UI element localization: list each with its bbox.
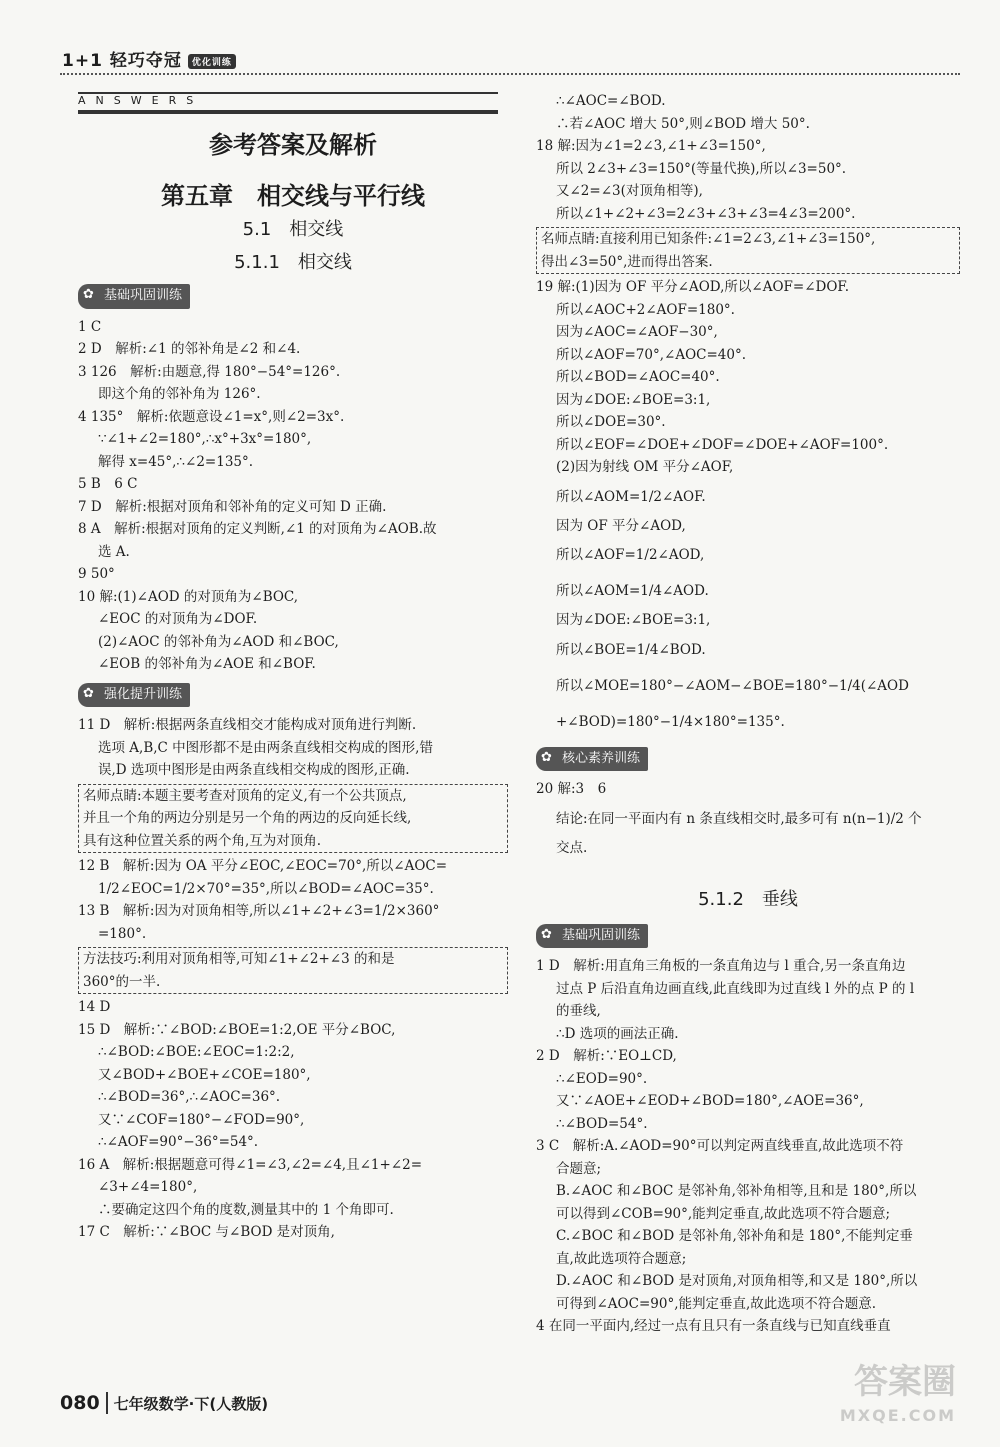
answer-line: 3 C 解析:A.∠AOD=90°可以判定两直线垂直,故此选项不符	[536, 1138, 904, 1154]
answer-line: 17 C 解析:∵∠BOC 与∠BOD 是对顶角,	[78, 1224, 335, 1240]
answer-line: 解得 x=45°,∴∠2=135°.	[98, 453, 254, 470]
answer-line: ∠3+∠4=180°,	[98, 1179, 198, 1195]
answer-line: 1 C	[78, 318, 102, 335]
answer-line: ∵∠1+∠2=180°,∴x°+3x°=180°,	[98, 431, 312, 447]
answer-line: ∴∠EOD=90°.	[556, 1070, 648, 1087]
note-line: 方法技巧:利用对顶角相等,可知∠1+∠2+∠3 的和是	[83, 951, 395, 967]
answer-line: 的垂线,	[556, 1003, 601, 1019]
page-header	[60, 40, 960, 76]
teacher-note-box	[536, 227, 960, 274]
page-title: 参考答案及解析	[209, 131, 377, 159]
answer-line: 4 在同一平面内,经过一点有且只有一条直线与已知直线垂直	[536, 1318, 891, 1334]
answer-line: 11 D 解析:根据两条直线相交才能构成对顶角进行判断.	[78, 717, 417, 733]
subsection-title: 5.1.1 相交线	[234, 251, 352, 273]
answer-line: 2 D 解析:∠1 的邻补角是∠2 和∠4.	[78, 341, 301, 357]
answer-line: 所以∠AOM=1/4∠AOD.	[556, 583, 709, 599]
brand-tag: 优化训练	[188, 54, 236, 69]
answer-line: 所以∠MOE=180°−∠AOM−∠BOE=180°−1/4(∠AOD	[556, 677, 909, 694]
answer-line: 可以得到∠COB=90°,能判定垂直,故此选项不符合题意;	[556, 1205, 890, 1222]
answer-line: ∠EOC 的对顶角为∠DOF.	[98, 611, 258, 627]
answer-line: 所以∠BOE=1/4∠BOD.	[556, 641, 706, 658]
answer-line: 因为∠AOC=∠AOF−30°,	[556, 324, 718, 340]
answer-line: ∴若∠AOC 增大 50°,则∠BOD 增大 50°.	[556, 115, 810, 132]
teacher-note-box	[78, 784, 508, 854]
answer-line: 所以∠AOF=1/2∠AOD,	[556, 547, 705, 563]
answer-line: 合题意;	[556, 1160, 602, 1177]
watermark	[839, 1362, 956, 1433]
answer-line: 选 A.	[98, 543, 130, 560]
answer-line: (2)∠AOC 的邻补角为∠AOD 和∠BOC,	[98, 633, 339, 650]
answer-line: 选项 A,B,C 中图形都不是由两条直线相交构成的图形,错	[98, 739, 433, 756]
answer-line: 16 A 解析:根据题意可得∠1=∠3,∠2=∠4,且∠1+∠2=	[78, 1156, 422, 1173]
method-tip-box	[78, 947, 508, 994]
section-bar-basic-2: ✿ 基础巩固训练	[536, 924, 648, 949]
answer-line: 因为∠DOE:∠BOE=3:1,	[556, 391, 711, 408]
answer-line: 直,故此选项符合题意;	[556, 1250, 687, 1267]
answer-line: 14 D	[78, 999, 111, 1015]
answer-line: +∠BOD)=180°−1/4×180°=135°.	[556, 713, 785, 730]
answer-line: =180°.	[98, 925, 147, 942]
section-bar-core: ✿ 核心素养训练	[536, 747, 648, 772]
answer-line: 10 解:(1)∠AOD 的对顶角为∠BOC,	[78, 588, 299, 605]
answers-band	[78, 92, 498, 114]
watermark-url: MXQE.COM	[839, 1406, 956, 1425]
answer-line: 因为∠DOE:∠BOE=3:1,	[556, 612, 711, 628]
answer-line: ∴∠AOC=∠BOD.	[556, 93, 666, 109]
answer-line: 4 135° 解析:依题意设∠1=x°,则∠2=3x°.	[78, 408, 345, 425]
left-column	[78, 112, 508, 1244]
answer-line: ∴∠BOD:∠BOE:∠EOC=1:2:2,	[98, 1044, 295, 1060]
answer-line: 误,D 选项中图形是由两条直线相交构成的图形,正确.	[98, 762, 410, 778]
answer-line: 所以∠AOC+2∠AOF=180°.	[556, 301, 735, 318]
section-bar-improve: ✿ 强化提升训练	[78, 683, 190, 708]
answer-line: 9 50°	[78, 566, 115, 582]
answer-line: 20 解:3 6	[536, 781, 607, 797]
brand-logo: 1+1 轻巧夺冠 优化训练	[62, 46, 236, 71]
note-line: 名师点睛:直接利用已知条件:∠1=2∠3,∠1+∠3=150°,	[541, 231, 876, 247]
answer-line: 又∠BOD+∠BOE+∠COE=180°,	[98, 1066, 311, 1083]
answer-line: 交点.	[556, 839, 588, 856]
page-number: 080	[60, 1392, 108, 1414]
answers-label: ANSWERS	[78, 94, 209, 107]
answer-line: 18 解:因为∠1=2∠3,∠1+∠3=150°,	[536, 138, 766, 154]
answer-line: 2 D 解析:∵EO⊥CD,	[536, 1048, 677, 1064]
right-column	[536, 90, 960, 1338]
note-line: 具有这种位置关系的两个角,互为对顶角.	[83, 832, 322, 849]
answer-line: ∴D 选项的画法正确.	[556, 1025, 679, 1042]
chapter-title: 第五章 相交线与平行线	[161, 181, 425, 210]
answer-line: 1 D 解析:用直角三角板的一条直角边与 l 重合,另一条直角边	[536, 958, 906, 974]
answer-line: B.∠AOC 和∠BOC 是邻补角,邻补角相等,且和是 180°,所以	[556, 1183, 917, 1199]
answer-line: ∴要确定这四个角的度数,测量其中的 1 个角即可.	[98, 1201, 394, 1218]
note-line: 并且一个角的两边分别是另一个角的两边的反向延长线,	[83, 810, 412, 826]
answer-line: 所以∠1+∠2+∠3=2∠3+∠3+∠3=4∠3=200°.	[556, 205, 856, 222]
answer-line: 过点 P 后沿直角边画直线,此直线即为过直线 l 外的点 P 的 l	[556, 980, 915, 997]
subsection-title: 5.1.2 垂线	[698, 889, 798, 910]
answer-line: 所以∠AOF=70°,∠AOC=40°.	[556, 346, 747, 363]
note-line: 名师点睛:本题主要考查对顶角的定义,有一个公共顶点,	[83, 787, 407, 804]
answer-line: ∴∠BOD=54°.	[556, 1115, 648, 1132]
answer-line: (2)因为射线 OM 平分∠AOF,	[556, 459, 734, 475]
note-line: 360°的一半.	[83, 973, 161, 990]
answer-line: ∴∠BOD=36°,∴∠AOC=36°.	[98, 1089, 281, 1105]
header-rule	[60, 73, 960, 75]
answer-line: 所以 2∠3+∠3=150°(等量代换),所以∠3=50°.	[556, 160, 847, 177]
answer-line: 因为 OF 平分∠AOD,	[556, 517, 686, 534]
watermark-text: 答案圈	[854, 1362, 956, 1402]
answer-line: 所以∠BOD=∠AOC=40°.	[556, 369, 720, 385]
note-line: 得出∠3=50°,进而得出答案.	[541, 253, 713, 270]
answer-line: 又∵∠AOE+∠EOD+∠BOD=180°,∠AOE=36°,	[556, 1093, 864, 1109]
answer-line: 可得到∠AOC=90°,能判定垂直,故此选项不符合题意.	[556, 1295, 877, 1312]
answer-line: 所以∠AOM=1/2∠AOF.	[556, 488, 706, 505]
section-title: 5.1 相交线	[242, 219, 344, 240]
section-bar-basic: ✿ 基础巩固训练	[78, 284, 190, 309]
answer-line: D.∠AOC 和∠BOD 是对顶角,对顶角相等,和又是 180°,所以	[556, 1273, 918, 1289]
answer-line: 1/2∠EOC=1/2×70°=35°,所以∠BOD=∠AOC=35°.	[98, 880, 434, 897]
answer-line: 所以∠DOE=30°.	[556, 414, 666, 430]
answer-line: 8 A 解析:根据对顶角的定义判断,∠1 的对顶角为∠AOB.故	[78, 521, 437, 537]
answer-line: C.∠BOC 和∠BOD 是邻补角,邻补角和是 180°,不能判定垂	[556, 1228, 913, 1244]
answer-line: 即这个角的邻补角为 126°.	[98, 386, 261, 402]
answer-line: 又∵∠COF=180°−∠FOD=90°,	[98, 1111, 305, 1128]
answer-line: 19 解:(1)因为 OF 平分∠AOD,所以∠AOF=∠DOF.	[536, 279, 849, 295]
answer-line: 3 126 解析:由题意,得 180°−54°=126°.	[78, 363, 341, 380]
answer-line: 结论:在同一平面内有 n 条直线相交时,最多可有 n(n−1)/2 个	[556, 810, 922, 827]
answer-line: 5 B 6 C	[78, 476, 138, 492]
answer-line: ∴∠AOF=90°−36°=54°.	[98, 1134, 259, 1150]
answer-line: 15 D 解析:∵∠BOD:∠BOE=1:2,OE 平分∠BOC,	[78, 1021, 396, 1038]
answer-line: 7 D 解析:根据对顶角和邻补角的定义可知 D 正确.	[78, 498, 387, 515]
answer-line: 13 B 解析:因为对顶角相等,所以∠1+∠2+∠3=1/2×360°	[78, 903, 440, 919]
answer-line: 又∠2=∠3(对顶角相等),	[556, 183, 703, 199]
answer-line: 12 B 解析:因为 OA 平分∠EOC,∠EOC=70°,所以∠AOC=	[78, 858, 448, 874]
answer-line: 所以∠EOF=∠DOE+∠DOF=∠DOE+∠AOF=100°.	[556, 436, 889, 453]
page-footer	[60, 1392, 268, 1414]
book-title: 七年级数学·下(人教版)	[113, 1395, 269, 1413]
answer-line: ∠EOB 的邻补角为∠AOE 和∠BOF.	[98, 656, 316, 672]
